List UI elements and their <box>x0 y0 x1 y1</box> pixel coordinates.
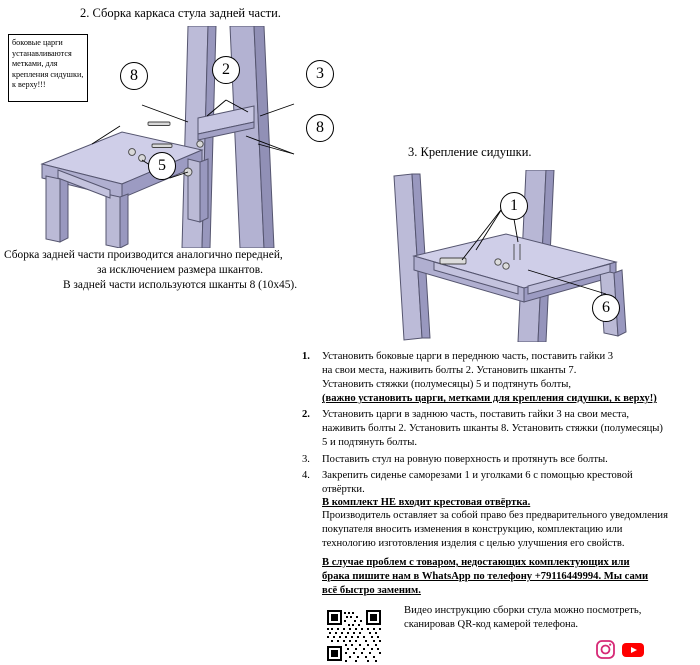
step-line: Установить царги в заднюю часть, поставить гайки 3 на свои места, <box>322 409 630 421</box>
social-links <box>596 640 640 659</box>
marker-3: 3 <box>306 60 334 88</box>
step-item-2 <box>300 408 700 450</box>
no-tool-notice: В комплект НЕ входит крестовая отвёртка. <box>322 497 531 508</box>
step-number: 2. <box>302 409 310 421</box>
marker-8-left: 8 <box>120 62 148 90</box>
youtube-icon[interactable] <box>621 640 640 659</box>
legal-line: покупателя вносить изменения в конструкцию, комплектацию или <box>322 524 623 536</box>
step-number: 4. <box>302 469 310 481</box>
video-line: Видео инструкцию сборки стула можно посмотреть, <box>404 605 642 616</box>
step-line: Закрепить сиденье саморезами 1 и уголками 6 с помощью крестовой <box>322 469 633 481</box>
caption-line-3: В задней части используются шканты 8 (10х45). <box>62 279 298 292</box>
qr-code[interactable] <box>325 608 383 663</box>
support-notice <box>322 556 700 598</box>
step-item-3 <box>300 453 700 467</box>
step-item-1 <box>300 350 700 406</box>
assembly-steps <box>300 350 700 499</box>
instagram-icon[interactable] <box>596 640 615 659</box>
legal-line: Производитель оставляет за собой право без предварительного уведомления <box>322 510 668 521</box>
support-line: всё быстро заменим. <box>322 585 421 597</box>
marker-8-right: 8 <box>306 114 334 142</box>
step-item-4 <box>300 469 700 497</box>
step-line: Установить стяжки (полумесяцы) 5 и подтянуть болты, <box>322 379 571 391</box>
caption-line-2: за исключением размера шкантов. <box>97 264 263 277</box>
step-line: на свои места, наживить болты 2. Установить шканты 7. <box>322 365 577 377</box>
marker-1: 1 <box>500 192 528 220</box>
section-2-caption <box>4 248 356 293</box>
support-line: В случае проблем с товаром, недостающих комплектующих или <box>322 557 630 568</box>
marker-6: 6 <box>592 294 620 322</box>
caption-line-1: Сборка задней части производится аналогично передней, <box>4 249 283 261</box>
legal-notice <box>322 509 700 551</box>
section-3-title: 3. Крепление сидушки. <box>408 145 532 159</box>
step-line-emphasis: (важно установить царги, метками для крепления сидушки, к верху!) <box>322 393 657 405</box>
step-line: 5 и подтянуть болты. <box>322 437 417 449</box>
callout-note: боковые царги устанавливаются метками, для крепления сидушки, к верху!!! <box>8 34 88 102</box>
section-2-title: 2. Сборка каркаса стула задней части. <box>80 6 281 20</box>
step-line: Установить боковые царги в переднюю часть, поставить гайки 3 <box>322 351 614 362</box>
step-number: 3. <box>302 453 310 465</box>
video-instruction-text <box>404 604 700 633</box>
marker-2: 2 <box>212 56 240 84</box>
video-line: сканировав QR-код камерой телефона. <box>404 619 579 631</box>
step-line: Поставить стул на ровную поверхность и протянуть все болты. <box>322 453 608 465</box>
marker-5: 5 <box>148 152 176 180</box>
support-line: брака пишите нам в WhatsApp по телефону +79116449994. Мы сами <box>322 571 649 583</box>
step-line: отвёртки. <box>322 483 365 495</box>
legal-line: технологию изготовления изделия с целью улучшения его свойств. <box>322 538 625 550</box>
step-number: 1. <box>302 351 310 362</box>
step-line: наживить болты 2. Установить шканты 8. Установить стяжки (полумесяцы) <box>322 423 663 435</box>
seat-mounting-illustration <box>378 170 690 342</box>
